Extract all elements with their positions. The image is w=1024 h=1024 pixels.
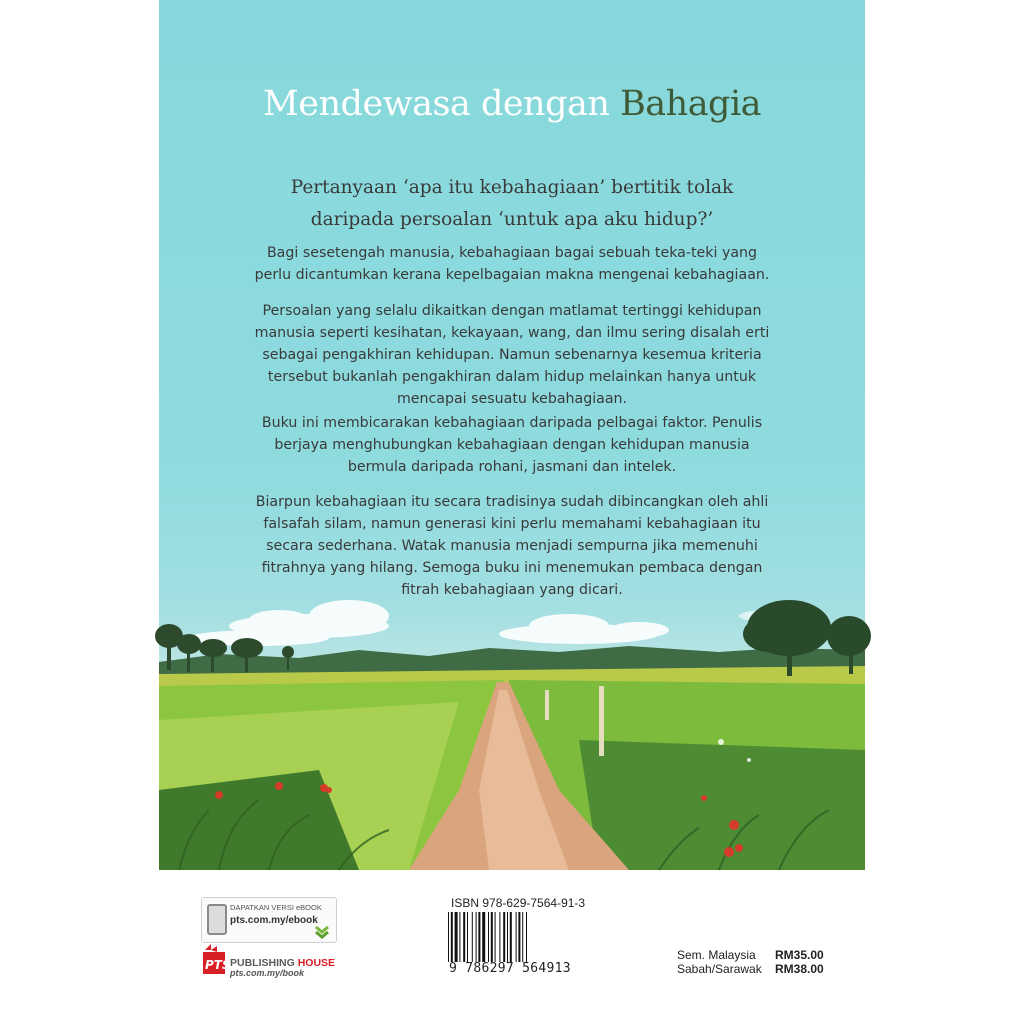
paragraph-2: [237, 300, 787, 410]
clouds: [189, 600, 819, 646]
text-line: Buku ini membicarakan kebahagiaan daripada pelbagai faktor. Penulis: [261, 415, 763, 431]
barcode-bar: [491, 912, 493, 962]
book-back-cover: [159, 0, 865, 1024]
price-row: [677, 948, 827, 962]
ebook-badge-url[interactable]: pts.com.my/ebook: [230, 915, 318, 926]
book-title: [159, 84, 865, 124]
title-part-2: Bahagia: [620, 84, 762, 124]
text-line: berjaya menghubungkan kebahagiaan dengan kehidupan manusia: [274, 437, 750, 453]
paragraph-4: [237, 491, 787, 601]
barcode-bar: [482, 912, 485, 962]
text-line: secara sederhana. Watak manusia menjadi sempurna jika memenuhi: [266, 538, 758, 554]
price-row: [677, 962, 827, 976]
price-amount: RM35.00: [775, 948, 824, 962]
text-line: bermula daripada rohani, jasmani dan intelek.: [347, 459, 677, 475]
publisher-name-pre: PUBLISHING: [230, 957, 295, 969]
text-line: falsafah silam, namun generasi kini perlu memahami kebahagiaan itu: [263, 516, 761, 532]
barcode-digits: 9 786297 564913: [449, 961, 571, 976]
barcode-bar: [526, 912, 527, 962]
barcode-bar: [476, 912, 477, 962]
ebook-badge-caption: DAPATKAN VERSI eBOOK: [230, 903, 322, 912]
paragraph-3: [237, 412, 787, 478]
barcode-bar: [463, 912, 465, 962]
text-line: mencapai sesuatu kebahagiaan.: [396, 391, 628, 407]
text-line: Bagi sesetengah manusia, kebahagiaan bagai sebuah teka-teki yang: [266, 245, 758, 261]
barcode-bar: [510, 912, 512, 962]
text-line: fitrahnya yang hilang. Semoga buku ini menemukan pembaca dengan: [261, 560, 763, 576]
barcode-bar: [507, 912, 508, 962]
publisher-name-hl: HOUSE: [297, 957, 336, 969]
barcode-bar: [522, 912, 523, 962]
barcode-bar: [467, 912, 468, 962]
lead-line: Pertanyaan ‘apa itu kebahagiaan’ bertitik tolak: [290, 177, 734, 198]
ebook-badge[interactable]: [201, 897, 337, 943]
publisher-url[interactable]: pts.com.my/book: [230, 968, 305, 978]
svg-text:PTS: PTS: [205, 958, 231, 972]
text-line: perlu dicantumkan kerana kepelbagaian makna mengenai kebahagiaan.: [254, 267, 770, 283]
barcode-bar: [516, 912, 517, 962]
lead-question: [219, 172, 805, 236]
text-line: sebagai pengakhiran kehidupan. Namun sebenarnya kesemua kriteria: [262, 347, 762, 363]
isbn-label: ISBN 978-629-7564-91-3: [451, 896, 586, 910]
check-icon: [314, 922, 330, 938]
paragraph-1: [237, 242, 787, 286]
barcode-bar: [478, 912, 480, 962]
price-amount: RM38.00: [775, 962, 824, 976]
text-line: tersebut bukanlah pengakhiran dalam hidup melainkan hanya untuk: [267, 369, 757, 385]
barcode-bar: [455, 912, 458, 962]
barcode-bar: [451, 912, 453, 962]
barcode-image: [447, 912, 575, 962]
barcode-bar: [499, 912, 500, 962]
lead-line: daripada persoalan ‘untuk apa aku hidup?’: [310, 209, 714, 230]
text-line: Persoalan yang selalu dikaitkan dengan matlamat tertinggi kehidupan: [262, 303, 762, 319]
barcode-bar: [472, 912, 473, 962]
meadow-illustration: [159, 590, 865, 870]
text-line: manusia seperti kesihatan, kekayaan, wang, dan ilmu sering disalah erti: [254, 325, 770, 341]
text-line: fitrah kebahagiaan yang dicari.: [401, 582, 623, 598]
price-region: Sem. Malaysia: [677, 948, 756, 962]
barcode-bar: [448, 912, 449, 962]
title-part-1: Mendewasa dengan: [262, 84, 610, 124]
price-region: Sabah/Sarawak: [677, 962, 762, 976]
text-line: Biarpun kebahagiaan itu secara tradisinya sudah dibincangkan oleh ahli: [255, 494, 769, 510]
price-list: [677, 948, 827, 976]
barcode-bar: [459, 912, 460, 962]
barcode-bar: [488, 912, 489, 962]
pts-logo-icon: [201, 944, 231, 976]
barcode-bar: [503, 912, 505, 962]
tablet-icon: [207, 904, 227, 935]
barcode-bar: [518, 912, 520, 962]
barcode-bar: [495, 912, 496, 962]
